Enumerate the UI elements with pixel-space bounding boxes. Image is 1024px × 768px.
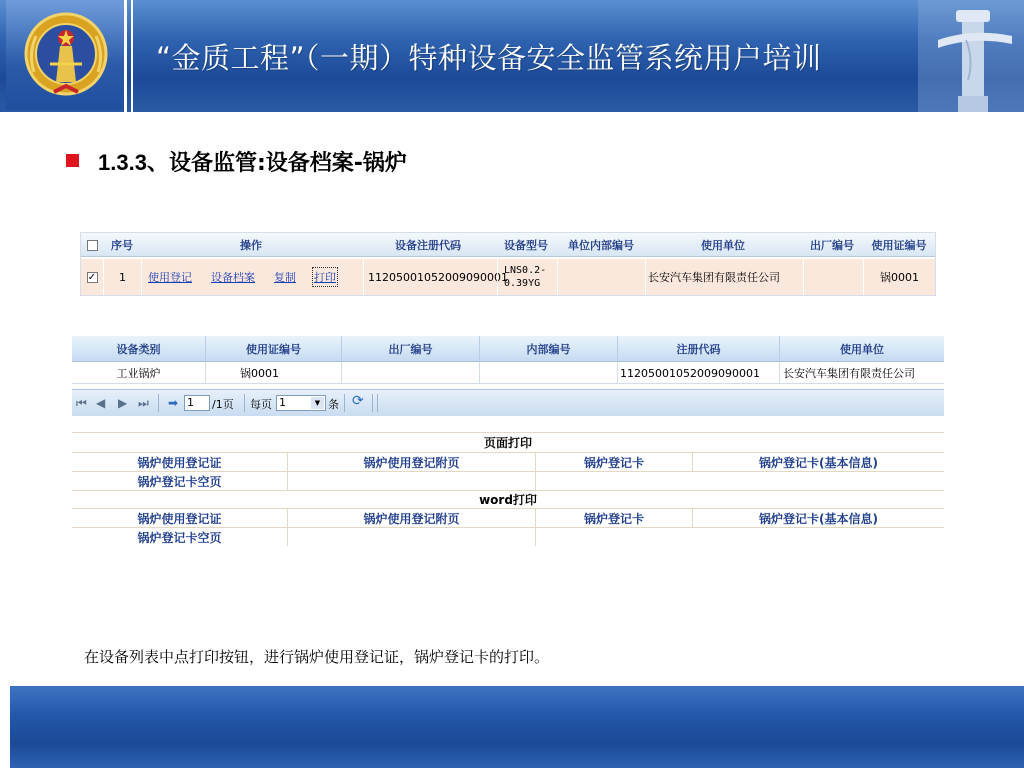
prev-page-icon[interactable]: ◀: [96, 396, 106, 410]
word-print-caption: word打印: [479, 493, 537, 507]
heading-bullet: [66, 154, 79, 167]
col-actions: 操作: [240, 239, 262, 252]
row-model-line2: 0.39YG: [504, 278, 541, 289]
national-emblem-icon: [20, 8, 112, 102]
row-internal-no: [557, 259, 645, 295]
col-reg-code: 注册代码: [618, 336, 780, 362]
chevron-down-icon[interactable]: ▼: [311, 397, 324, 409]
pager-divider: [244, 394, 245, 412]
word-print-reg-card-basic[interactable]: 锅炉登记卡(基本信息): [692, 509, 944, 527]
register-use-link[interactable]: 使用登记: [148, 271, 192, 284]
cell-reg-code: 11205001052009090001: [618, 362, 780, 384]
pager-divider: [377, 394, 378, 412]
col-cert-no: 使用证编号: [206, 336, 342, 362]
row-factory-no: [803, 259, 863, 295]
heading-text: 、设备监管:设备档案-锅炉: [146, 151, 407, 176]
table-row[interactable]: [72, 362, 944, 384]
page-print-use-cert[interactable]: 锅炉使用登记证: [137, 455, 222, 470]
word-print-caption-row: [72, 490, 944, 508]
refresh-icon[interactable]: ⟳: [352, 393, 364, 409]
per-page-select[interactable]: [276, 395, 326, 411]
row-checkbox[interactable]: ✓: [87, 271, 97, 283]
pager-divider: [344, 394, 345, 412]
row-model: [497, 259, 557, 295]
row-index: 1: [103, 259, 141, 295]
col-factory-no: 出厂编号: [342, 336, 480, 362]
device-archive-link[interactable]: 设备档案: [211, 271, 255, 284]
row-unit: 长安汽车集团有限责任公司: [645, 259, 803, 295]
col-internal-no: 内部编号: [480, 336, 618, 362]
page-print-reg-card-basic[interactable]: 锅炉登记卡(基本信息): [692, 453, 944, 471]
cell-device-category: 工业锅炉: [72, 362, 206, 384]
table-row[interactable]: [81, 259, 935, 295]
footer-banner: [10, 686, 1024, 768]
per-page-unit: 条: [328, 398, 339, 411]
page-print-caption: 页面打印: [483, 436, 532, 450]
empty-cell: [287, 528, 535, 546]
col-index: 序号: [111, 239, 133, 252]
col-internal-no: 单位内部编号: [568, 239, 634, 252]
huabiao-column-icon: [918, 0, 1024, 112]
row-actions: [141, 259, 363, 295]
device-list-header: [81, 233, 935, 257]
empty-cell: [535, 528, 692, 546]
first-page-icon[interactable]: ⏮: [76, 396, 87, 410]
cell-cert-no: 锅0001: [206, 362, 342, 384]
cell-internal-no: [480, 362, 618, 384]
emblem-panel: [6, 0, 124, 110]
page-total: /1页: [212, 398, 234, 411]
word-print-use-attach[interactable]: 锅炉使用登记附页: [287, 509, 535, 527]
col-cert-no: 使用证编号: [871, 239, 927, 252]
page-print-row-2: [72, 471, 944, 490]
page-print-blank-card[interactable]: 锅炉登记卡空页: [137, 474, 222, 489]
print-options-table: [72, 432, 944, 546]
copy-link[interactable]: 复制: [274, 271, 296, 284]
col-unit: 使用单位: [701, 239, 745, 252]
select-all-checkbox[interactable]: [85, 233, 99, 257]
next-page-icon[interactable]: ▶: [118, 396, 128, 410]
per-page-value: 1: [279, 396, 286, 409]
col-reg-code: 设备注册代码: [395, 239, 461, 252]
empty-cell: [535, 472, 692, 490]
cell-unit: 长安汽车集团有限责任公司: [783, 367, 915, 380]
pager-divider: [372, 394, 373, 412]
row-model-line1: LNS0.2-: [504, 265, 547, 276]
word-print-reg-card[interactable]: 锅炉登记卡: [535, 509, 692, 527]
pagination-bar: [72, 389, 944, 416]
section-heading: [98, 146, 407, 177]
go-page-icon[interactable]: ➡: [168, 396, 179, 410]
header-divider-thin: [131, 0, 133, 112]
page-print-reg-card[interactable]: 锅炉登记卡: [535, 453, 692, 471]
word-print-use-cert[interactable]: 锅炉使用登记证: [137, 511, 222, 526]
print-link[interactable]: 打印: [314, 271, 336, 284]
col-device-category: 设备类别: [72, 336, 206, 362]
pager-divider: [158, 394, 159, 412]
row-reg-code: 11205001052009090001: [363, 259, 497, 295]
col-model: 设备型号: [504, 239, 548, 252]
col-factory-no: 出厂编号: [810, 239, 854, 252]
instruction-caption: 在设备列表中点打印按钮，进行锅炉使用登记证，锅炉登记卡的打印。: [84, 648, 550, 666]
page-print-row-1: [72, 452, 944, 471]
page-title: “金质工程”（一期）特种设备安全监管系统用户培训: [156, 41, 822, 75]
page-input[interactable]: 1: [184, 395, 210, 411]
per-page-label: 每页: [250, 398, 272, 411]
row-cert-no: 锅0001: [863, 259, 935, 295]
word-print-row-2: [72, 527, 944, 546]
heading-number: 1.3.3: [98, 150, 147, 175]
last-page-icon[interactable]: ⏭: [138, 396, 149, 410]
header-banner: [0, 0, 1024, 112]
device-list-table: [80, 232, 936, 296]
device-detail-header: [72, 336, 944, 362]
col-unit: 使用单位: [840, 343, 884, 356]
cell-factory-no: [342, 362, 480, 384]
word-print-blank-card[interactable]: 锅炉登记卡空页: [137, 530, 222, 545]
page-print-caption-row: [72, 432, 944, 452]
header-divider: [124, 0, 127, 112]
word-print-row-1: [72, 508, 944, 527]
empty-cell: [287, 472, 535, 490]
page-print-use-attach[interactable]: 锅炉使用登记附页: [287, 453, 535, 471]
